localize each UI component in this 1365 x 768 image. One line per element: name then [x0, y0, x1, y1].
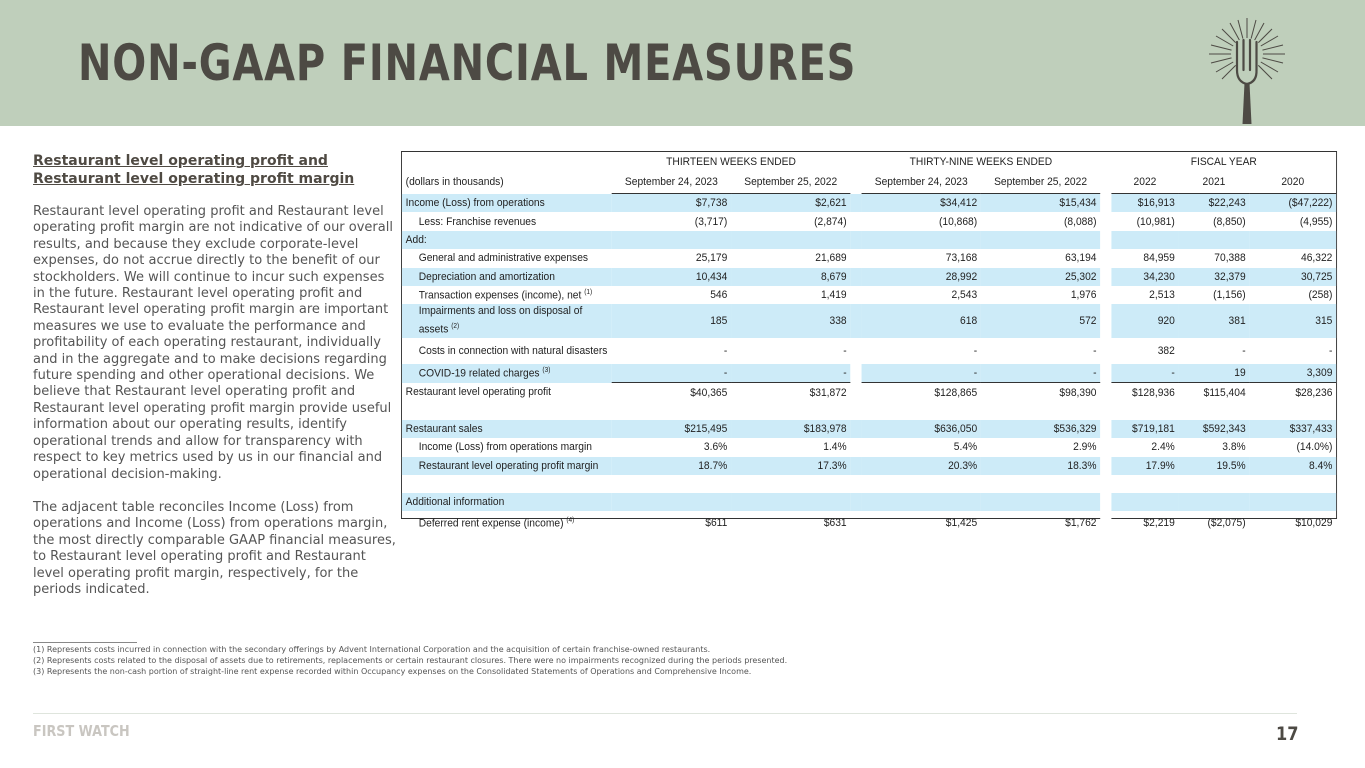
- footnote-marker: (3): [542, 367, 551, 375]
- footnote-marker: (1): [584, 288, 593, 296]
- footnote-marker: (2): [451, 323, 460, 331]
- table-row: Less: Franchise revenues (3,717) (2,874) (10,868) (8,088) (10,981) (8,850) (4,955): [402, 212, 1336, 230]
- column-header: September 24, 2023: [862, 171, 981, 194]
- footer-brand: FIRST WATCH: [33, 722, 130, 740]
- footer-divider: [33, 713, 1297, 714]
- table-row: Income (Loss) from operations margin 3.6% 1.4% 5.4% 2.9% 2.4% 3.8% (14.0%): [402, 438, 1336, 456]
- footnote: (2) Represents costs related to the disposal of assets due to retirements, replacements or certain restaurant closures. There were no impairments recognized during the periods presented.: [33, 656, 788, 665]
- section-heading: Restaurant level operating profit and Restaurant level operating profit margin: [33, 153, 355, 187]
- table-row: Add:: [402, 231, 1336, 249]
- table-row: Deferred rent expense (income) $^{(4)}$ $611 $631 $1,425 $1,762 $2,219 ($2,075) $10,029: [402, 511, 1336, 535]
- footnote-marker: (4): [566, 517, 575, 525]
- reconciliation-table: [401, 151, 1337, 530]
- column-header: September 24, 2023: [612, 171, 731, 194]
- table-row: Restaurant sales $215,495 $183,978 $636,050 $536,329 $719,181 $592,343 $337,433: [402, 420, 1336, 438]
- table-column-header: [402, 171, 1336, 194]
- page-number: 17: [1276, 723, 1299, 745]
- footnotes: [33, 644, 787, 677]
- column-header: September 25, 2022: [981, 171, 1100, 194]
- description-paragraph: Restaurant level operating profit and Restaurant level operating profit margin are not indicative of our overall results, and because they exclude corporate-level expenses, do not accrue directly to the benefit of our stockholders. We will continue to incur such expenses in the future. Restaurant level operating profit and Restaurant level operating profit margin are important measures we use to evaluate the performance and profitability of each operating restaurant, individually and in the aggregate and to make decisions regarding future spending and other operational decisions. We believe that Restaurant level operating profit and Restaurant level operating profit margin provide useful information about our operating results, identify operational trends and allow for transparency with respect to key metrics used by us in our financial and operational decision-making.: [33, 204, 393, 482]
- table-row: COVID-19 related charges $^{(3)}$ - - - - - 19 3,309: [402, 364, 1336, 383]
- column-header: 2022: [1111, 171, 1178, 194]
- table-row: Depreciation and amortization 10,434 8,679 28,992 25,302 34,230 32,379 30,725: [402, 268, 1336, 286]
- footnote: (1) Represents costs incurred in connection with the secondary offerings by Advent International Corporation and the acquisition of certain franchise-owned restaurants.: [33, 645, 711, 654]
- table-row: Costs in connection with natural disasters - - - - 382 - -: [402, 338, 1336, 364]
- fork-sunburst-logo-icon: [1206, 14, 1288, 126]
- unit-label: (dollars in thousands): [405, 176, 504, 189]
- table-group-header: [402, 152, 1336, 171]
- group-fiscal-year: FISCAL YEAR: [1190, 155, 1257, 168]
- table-row: Income (Loss) from operations $7,738 $2,621 $34,412 $15,434 $16,913 $22,243 ($47,222): [402, 194, 1336, 213]
- description-panel: [33, 152, 398, 598]
- table-row: Restaurant level operating profit margin 18.7% 17.3% 20.3% 18.3% 17.9% 19.5% 8.4%: [402, 457, 1336, 475]
- reconciliation-paragraph: The adjacent table reconciles Income (Loss) from operations and Income (Loss) from operations margin, the most directly comparable GAAP financial measures, to Restaurant level operating profit and Restaurant level operating profit margin, respectively, for the periods indicated.: [33, 499, 396, 597]
- group-thirteen-weeks: THIRTEEN WEEKS ENDED: [666, 155, 796, 168]
- footnote: (3) Represents the non-cash portion of straight-line rent expense recorded within Occupancy expenses on the Consolidated Statements of Operations and Comprehensive Income.: [33, 667, 752, 676]
- table-row: Impairments and loss on disposal of assets $^{(2)}$ 185 338 618 572 920 381 315: [402, 304, 1336, 338]
- table-row: Additional information: [402, 493, 1336, 511]
- column-header: 2020: [1249, 171, 1336, 194]
- table-row: General and administrative expenses 25,179 21,689 73,168 63,194 84,959 70,388 46,322: [402, 249, 1336, 267]
- page-title: NON-GAAP FINANCIAL MEASURES: [78, 34, 857, 92]
- group-thirtynine-weeks: THIRTY-NINE WEEKS ENDED: [909, 155, 1053, 168]
- table-row: Restaurant level operating profit $40,365 $31,872 $128,865 $98,390 $128,936 $115,404 $28,236: [402, 383, 1336, 402]
- table-row: Transaction expenses (income), net $^{(1)}$ 546 1,419 2,543 1,976 2,513 (1,156) (258): [402, 286, 1336, 304]
- column-header: 2021: [1179, 171, 1250, 194]
- header-banner: [0, 0, 1365, 126]
- footnote-divider: [33, 642, 137, 643]
- column-header: September 25, 2022: [731, 171, 850, 194]
